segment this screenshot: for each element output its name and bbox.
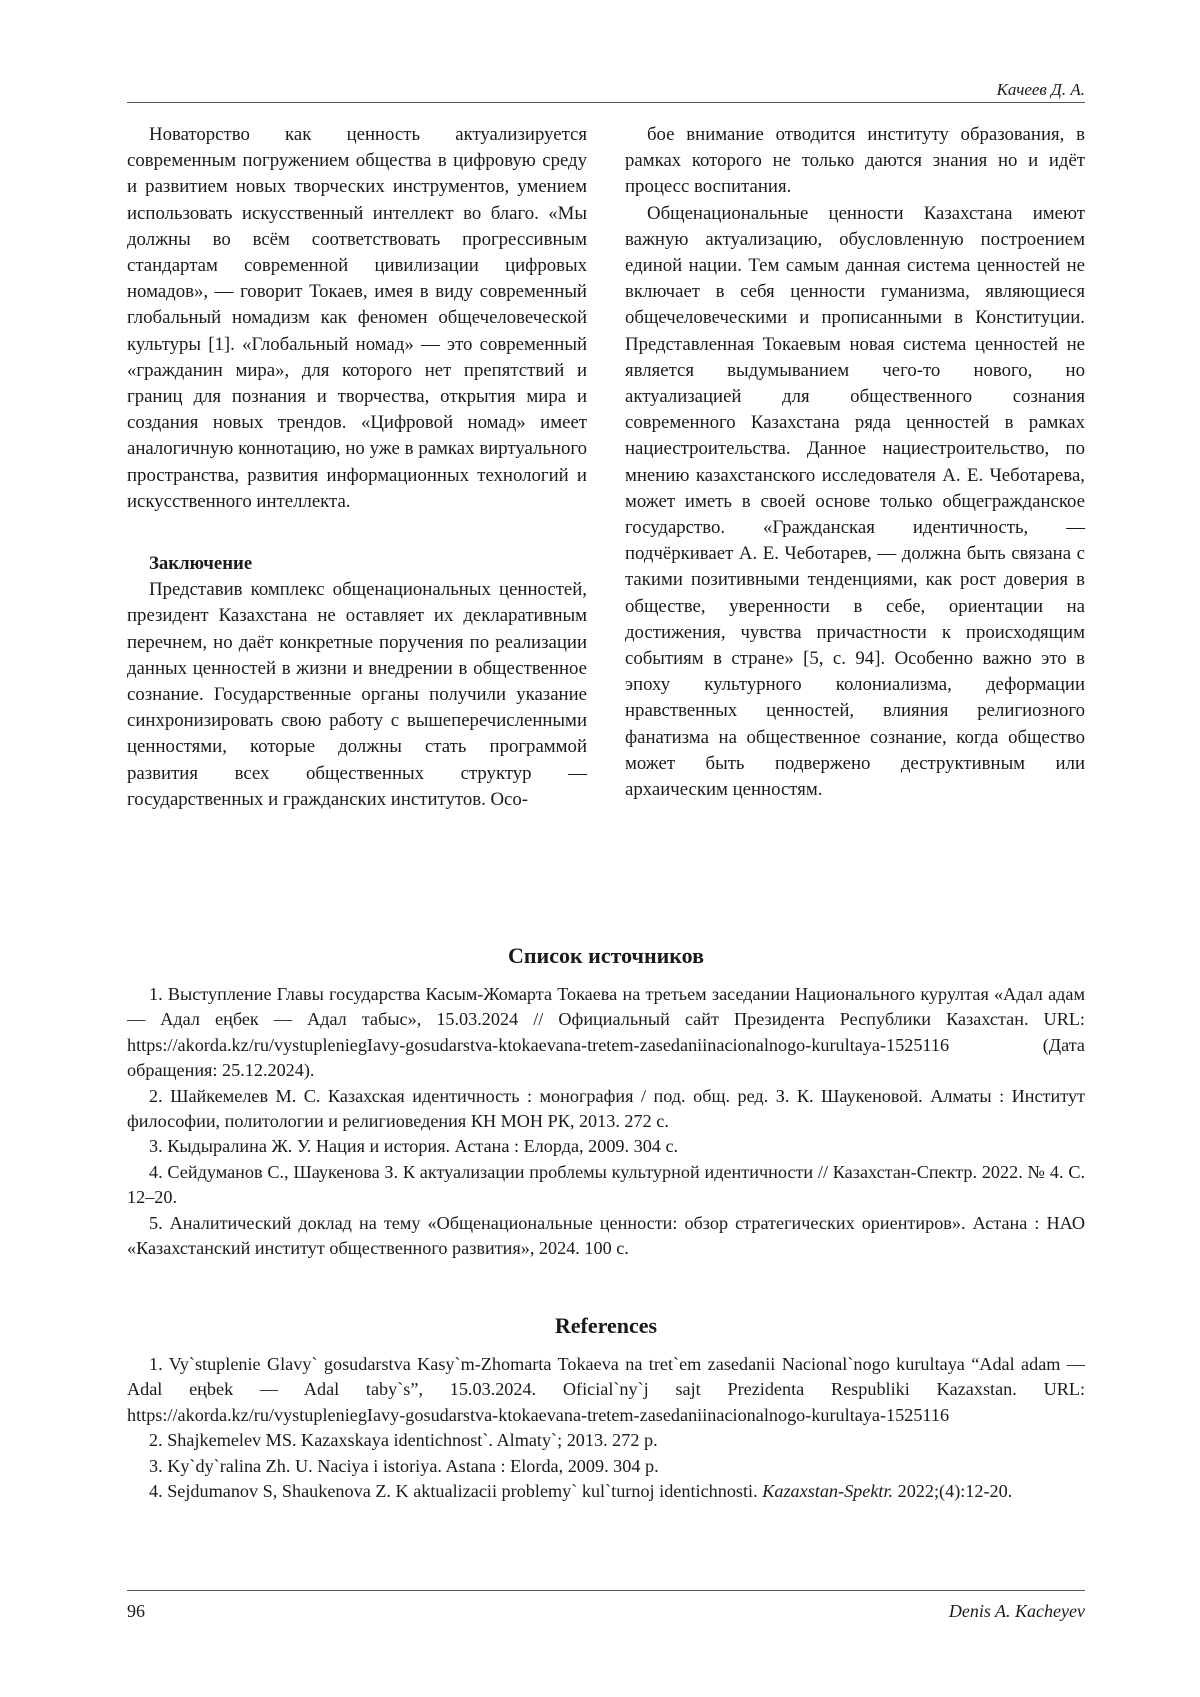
footer-rule (127, 1590, 1085, 1591)
source-item: 4. Сейдуманов С., Шаукенова З. К актуализации проблемы культурной идентичности // Казахстан-Спектр. 2022. № 4. С. 12–20. (127, 1161, 1085, 1208)
paragraph-education-continued: бое внимание отводится институту образования, в рамках которого не только даются знания но и идёт процесс воспитания. (625, 124, 1085, 198)
sources-list (127, 982, 1085, 1261)
references-list (127, 1352, 1085, 1504)
reference-item: 1. Vy`stuplenie Glavy` gosudarstva Kasy`m-Zhomarta Tokaeva na tret`em zasedanii Nacional`nogo kurultaya “Adal adam — Adal eңbek — Adal taby`s”, 15.03.2024. Oficial`ny`j sajt Prezidenta Respubliki Kazaxstan. URL: https://akorda.kz/ru/vystupleniegIavy-gosudarstva-ktokaevana-tretem-zasedaniinacionalnogo-kurultaya-1525116 (127, 1354, 1085, 1425)
source-item: 2. Шайкемелев М. С. Казахская идентичность : монография / под. общ. ред. З. К. Шаукеновой. Алматы : Институт философии, политологии и религиоведения КН МОН РК, 2013. 272 с. (127, 1085, 1085, 1132)
reference-item: 3. Ky`dy`ralina Zh. U. Naciya i istoriya. Astana : Elorda, 2009. 304 p. (149, 1455, 659, 1476)
references-section (127, 1312, 1085, 1504)
paragraph-innovation: Новаторство как ценность актуализируется современным погружением общества в цифровую среду и развитием новых творческих инструментов, умением использовать искусственный интеллект во благо. «Мы должны во всём соответствовать прогрессивным стандартам современной цивилизации цифровых номадов», — говорит Токаев, имея в виду современный глобальный номадизм как феномен общечеловеческой культуры [1]. «Глобальный номад» — это современный «гражданин мира», для которого нет препятствий и границ для познания и творчества, открытия мира и создания новых трендов. «Цифровой номад» имеет аналогичную коннотацию, но уже в рамках виртуального пространства, развития информационных технологий и искусственного интеллекта. (127, 124, 587, 512)
paragraph-national-values: Общенациональные ценности Казахстана имеют важную актуализацию, обусловленную построением единой нации. Тем самым данная система ценностей не включает в себя ценности гуманизма, являющиеся общечеловеческими и прописанными в Конституции. Представленная Токаевым новая система ценностей не является выдумыванием чего-то нового, но актуализацией для общественного сознания современного Казахстана ряда ценностей в рамках нациестроительства. Данное нациестроительство, по мнению казахстанского исследователя А. Е. Чеботарева, может иметь в своей основе только общегражданское государство. «Гражданская идентичность, — подчёркивает А. Е. Чеботарев, — должна быть связана с такими позитивными тенденциями, как рост доверия в обществе, уверенности в себе, ориентации на достижения, чувства причастности к происходящим событиям в стране» [5, с. 94]. Особенно важно это в эпоху культурного колониализма, деформации нравственных ценностей, влияния религиозного фанатизма на общественное сознание, когда общество может быть подвержено деструктивным или архаическим ценностям. (625, 202, 1085, 801)
reference-item (127, 1479, 1085, 1504)
source-item: 3. Кыдыралина Ж. У. Нация и история. Астана : Елорда, 2009. 304 с. (149, 1136, 679, 1157)
running-author: Качеев Д. А. (996, 80, 1085, 99)
right-column (625, 122, 1085, 813)
paragraph-conclusion: Представив комплекс общенациональных ценностей, президент Казахстана не оставляет их декларативным перечнем, но даёт конкретные поручения по реализации данных ценностей в жизни и внедрении в общественное сознание. Государственные органы получили указание синхронизировать свою работу с вышеперечисленными ценностями, которые должны стать программой развития всех общественных структур — государственных и гражданских институтов. Осо- (127, 579, 587, 810)
sources-heading: Список источников (507, 943, 705, 968)
footer-author: Denis A. Kacheyev (948, 1601, 1085, 1621)
sources-section (127, 942, 1085, 1261)
page-footer (127, 1600, 1085, 1622)
source-item: 1. Выступление Главы государства Касым-Жомарта Токаева на третьем заседании Национального курултая «Адал адам — Адал еңбек — Адал табыс», 15.03.2024 // Официальный сайт Президента Республики Казахстан. URL: https://akorda.kz/ru/vystupleniegIavy-gosudarstva-ktokaevana-tretem-zasedaniinacionalnogo-kurultaya-1525116 (Дата обращения: 25.12.2024). (127, 984, 1085, 1081)
reference-item: 2. Shajkemelev MS. Kazaxskaya identichnost`. Almaty`; 2013. 272 p. (149, 1430, 658, 1451)
source-item: 5. Аналитический доклад на тему «Общенациональные ценности: обзор стратегических ориентиров». Астана : НАО «Казахстанский институт общественного развития», 2024. 100 с. (127, 1212, 1085, 1259)
reference-4-prefix: 4. Sejdumanov S, Shaukenova Z. K aktualizacii problemy` kul`turnoj identichnosti. (149, 1481, 763, 1502)
body-columns (127, 122, 1085, 813)
references-heading: References (554, 1313, 658, 1338)
reference-4-suffix: 2022;(4):12-20. (893, 1481, 1013, 1502)
running-head (127, 80, 1085, 103)
left-column (127, 122, 587, 813)
conclusion-heading: Заключение (149, 553, 253, 575)
reference-4-journal: Kazaxstan-Spektr. (762, 1481, 894, 1502)
page-number: 96 (127, 1601, 145, 1621)
